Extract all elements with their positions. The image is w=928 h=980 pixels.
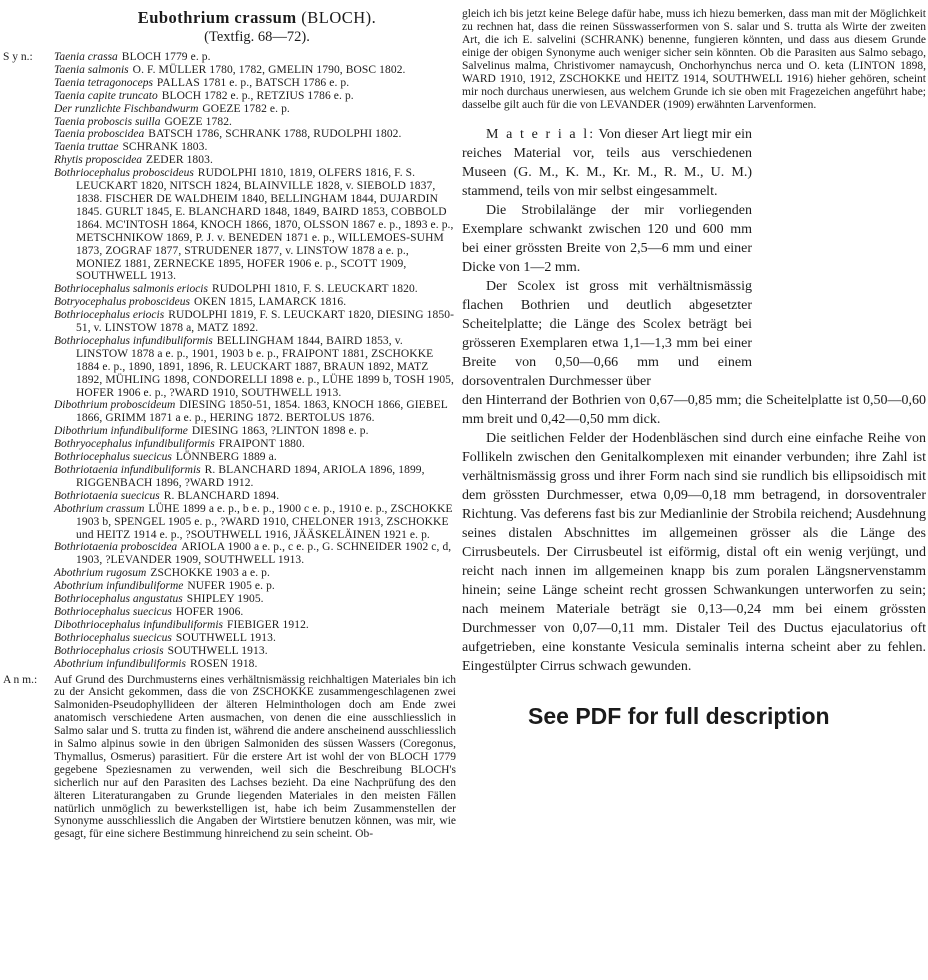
remark-label: A n m.:	[3, 673, 38, 686]
synonym-authority: RUDOLPHI 1819, F. S. LEUCKART 1820, DIESING 1850-51, v. LINSTOW 1878 a, MATZ 1892.	[76, 309, 454, 335]
synonym-entry	[54, 503, 456, 542]
synonym-entry	[54, 464, 456, 490]
genital-paragraph: Die seitlichen Felder der Hodenbläschen sind durch eine einfache Reihe von Follikeln zwischen den Genitalkomplexen mit einander verbunden; ihre Zahl ist verhältnismässig gross und ihrer Form nach sind sie rundlich bis ellipsoidisch mit dem grössten Durchmesser, etwa 0,09—0,18 mm betragend, in dorsoventraler Richtung. Vas deferens fast bis zur Medianlinie der Strobila reichend; Ausdehnung seines distalen Abschnittes im allgemeinen grösser als die Länge des Cirrusbeutels. Der Cirrusbeutel ist eiförmig, distal oft ein wenig verjüngt, und reicht nach innen im allgemeinen knapp bis zum poralen Längsnervenstamm hinein; seine Länge scheint recht grossen Schwankungen unterworfen zu sein; nach meinem Materiale beträgt sie 0,13—0,24 mm bei einem grössten Durchmesser von 0,07—0,11 mm. Distaler Teil des Ductus ejaculatorius oft aufgetrieben, eine konstante Vesicula seminalis interna scheint aber zu fehlen. Eingestülpter Cirrus schwach gewunden.	[462, 431, 926, 674]
synonym-species-name: Taenia truttae	[54, 141, 119, 154]
strobila-paragraph: Die Strobilalänge der mir vorliegenden Exemplare schwankt zwischen 120 und 600 mm bei einer grössten Breite von 2,5—6 mm und einer Dicke von 1—2 mm.	[462, 203, 752, 275]
synonymy-list	[54, 51, 458, 671]
synonym-entry	[54, 490, 456, 503]
synonym-species-name: Bothriocephalus suecicus	[54, 451, 172, 464]
right-column	[462, 0, 926, 730]
synonym-authority: PALLAS 1781 e. p., BATSCH 1786 e. p.	[156, 76, 350, 89]
synonym-authority: ROSEN 1918.	[189, 657, 258, 670]
synonym-species-name: Rhytis proposcidea	[54, 154, 143, 167]
synonym-species-name: Bothriocephalus salmonis eriocis	[54, 283, 208, 296]
synonym-entry	[54, 103, 456, 116]
synonym-authority: HOFER 1906.	[175, 605, 244, 618]
synonym-authority: FRAIPONT 1880.	[218, 438, 305, 451]
synonym-authority: SHIPLEY 1905.	[186, 593, 264, 606]
synonym-authority: FIEBIGER 1912.	[227, 618, 309, 631]
synonym-species-name: Bothriocephalus criosis	[54, 644, 164, 657]
synonym-species-name: Dibothriocephalus infundibuliformis	[54, 618, 223, 631]
synonym-species-name: Taenia proboscidea	[54, 128, 145, 141]
synonym-entry	[54, 309, 456, 335]
synonym-authority: GOEZE 1782 e. p.	[202, 102, 290, 115]
synonym-entry	[54, 51, 456, 64]
material-text: Von dieser Art liegt mir ein reiches Material vor, teils aus verschiedenen Museen (G. M., K. M., Kr. M., R. M., U. M.) stammend, teils von mir selbst eingesammelt.	[462, 127, 752, 199]
synonym-entry	[54, 283, 456, 296]
synonym-authority: R. BLANCHARD 1894, ARIOLA 1896, 1899, RIGGENBACH 1896, ?WARD 1912.	[76, 464, 425, 489]
synonym-species-name: Bothriocephalus suecicus	[54, 605, 172, 618]
synonym-authority: GOEZE 1782.	[164, 115, 233, 128]
synonym-species-name: Taenia salmonis	[54, 63, 129, 76]
synonym-authority: SCHRANK 1803.	[122, 141, 208, 154]
remark-section	[0, 674, 458, 842]
synonym-species-name: Bothriocephalus angustatus	[54, 593, 183, 606]
narrow-text-block	[462, 125, 752, 391]
synonym-entry	[54, 399, 456, 425]
synonym-entry	[54, 593, 456, 606]
species-name: Eubothrium crassum	[137, 8, 297, 27]
synonym-entry	[54, 567, 456, 580]
synonym-species-name: Botryocephalus proboscideus	[54, 296, 190, 309]
synonymy-section	[0, 51, 458, 671]
synonym-species-name: Bothriocephalus suecicus	[54, 631, 172, 644]
synonym-species-name: Abothrium crassum	[54, 502, 145, 515]
synonym-entry	[54, 425, 456, 438]
synonym-species-name: Taenia proboscis suilla	[54, 115, 161, 128]
synonym-authority: ARIOLA 1900 a e. p., c e. p., G. SCHNEIDER 1902 c, d, 1903, ?LEVANDER 1909, SOUTHWELL 1913.	[76, 541, 452, 567]
synonym-authority: LÖNNBERG 1889 a.	[175, 451, 277, 464]
synonym-species-name: Bothriocephalus eriocis	[54, 309, 165, 322]
continuation-paragraph: gleich ich bis jetzt keine Belege dafür habe, muss ich hiezu bemerken, dass man mit der Möglichkeit zu rechnen hat, dass die reinen Süsswasserformen von S. salar und S. trutta als Wirte der zweiten Art, die ich E. salvelini (SCHRANK) benenne, fungieren könnten, und dass aus diesem Grunde einige der obigen Synonyme auch weniger sicher sein könnten. Ob die Parasiten aus Salmo sebago, Salvelinus malma, Christivomer namaycush, Onchorhynchus nerca und O. keta (LINTON 1898, WARD 1910, 1912, ZSCHOKKE und HEITZ 1914, SOUTHWELL 1916) hieher gehören, scheint mir noch durchaus unerwiesen, aus welchem Grunde ich sie oben mit Fragezeichen angeführt habe; dasselbe gilt auch für die von LEVANDER (1909) erwähnten Larvenformen.	[462, 8, 926, 111]
synonym-entry	[54, 645, 456, 658]
synonym-entry	[54, 658, 456, 671]
synonym-authority: SOUTHWELL 1913.	[167, 644, 268, 657]
synonym-authority: ZSCHOKKE 1903 a e. p.	[150, 567, 270, 580]
synonym-authority: BELLINGHAM 1844, BAIRD 1853, v. LINSTOW 1878 a e. p., 1901, 1903 b e. p., FRAIPONT 1881, ZSCHOKKE 1884 e. p., 1890, 1891, 1896, R. LEUCKART 1887, BRAUN 1892, MATZ 1892, MÜHLING 1898, CONDORELLI 1898 e. p., LÜHE 1899 b, TOSH 1905, HOFER 1906 e. p., ?WARD 1910, SOUTHWELL 1913.	[76, 334, 454, 399]
synonym-entry	[54, 167, 456, 283]
synonym-entry	[54, 296, 456, 309]
synonym-authority: DIESING 1863, ?LINTON 1898 e. p.	[191, 425, 369, 438]
synonym-authority: LÜHE 1899 a e. p., b e. p., 1900 c e. p., 1910 e. p., ZSCHOKKE 1903 b, SPENGEL 1905 e. p., ?WARD 1910, CHELONER 1913, ZSCHOKKE und HEITZ 1914 e. p., ?SOUTHWELL 1916, JÄÄSKELÄINEN 1921 e. p.	[76, 502, 453, 541]
synonym-entry	[54, 154, 456, 167]
scolex-paragraph-narrow: Der Scolex ist gross mit verhältnismässig flachen Bothrien und deutlich abgesetzter Scheitelplatte; die Länge des Scolex beträgt bei grösseren Exemplaren etwa 1,1—1,3 mm bei einer Breite von 0,50—0,66 mm und einem dorsoventralen Durchmesser über	[462, 279, 752, 389]
synonym-species-name: Bothriotaenia infundibuliformis	[54, 464, 201, 476]
synonym-species-name: Dibothrium infundibuliforme	[54, 425, 188, 438]
scolex-paragraph-wide: den Hinterrand der Bothrien von 0,67—0,85 mm; die Scheitelplatte ist 0,50—0,60 mm breit und 0,42—0,50 mm dick.	[462, 393, 926, 427]
synonym-entry	[54, 77, 456, 90]
synonymy-label: S y n.:	[3, 51, 33, 63]
title-block	[56, 0, 458, 47]
synonym-entry	[54, 64, 456, 77]
synonym-authority: NUFER 1905 e. p.	[187, 580, 275, 593]
synonym-authority: BLOCH 1779 e. p.	[121, 51, 211, 63]
synonym-species-name: Taenia capite truncato	[54, 89, 158, 102]
synonym-entry	[54, 90, 456, 103]
synonym-entry	[54, 619, 456, 632]
synonym-species-name: Taenia tetragonoceps	[54, 76, 153, 89]
synonym-authority: BATSCH 1786, SCHRANK 1788, RUDOLPHI 1802.	[148, 128, 402, 141]
left-column	[0, 0, 458, 841]
synonym-entry	[54, 451, 456, 464]
synonym-authority: RUDOLPHI 1810, 1819, OLFERS 1816, F. S. LEUCKART 1820, NITSCH 1824, BLAINVILLE 1828, v. SIEBOLD 1837, 1838. FISCHER DE WALDHEIM 1840, BELLINGHAM 1844, DUJARDIN 1845. GURLT 1845, E. BLANCHARD 1848, 1849, BAIRD 1853, COBBOLD 1864. MC'INTOSH 1864, KNOCH 1866, 1870, OLSSON 1867 e. p., 1893 e. p., METSCHNIKOW 1869, P. J. v. BENEDEN 1871 e. p., WILLEMOES-SUHM 1873, ZOGRAF 1877, STRUDENER 1877, v. LINSTOW 1878 a e. p., MONIEZ 1881, ZERNECKE 1895, HOFER 1906 e. p., SCOTT 1909, SOUTHWELL 1913.	[76, 167, 454, 283]
species-authority: (BLOCH).	[301, 8, 377, 27]
synonym-entry	[54, 580, 456, 593]
species-title	[56, 8, 458, 28]
synonym-species-name: Bothriotaenia proboscidea	[54, 541, 178, 554]
synonym-entry	[54, 141, 456, 154]
see-pdf-note: See PDF for full description	[528, 703, 830, 729]
synonym-entry	[54, 541, 456, 567]
synonym-entry	[54, 438, 456, 451]
synonym-authority: OKEN 1815, LAMARCK 1816.	[193, 296, 347, 309]
synonym-species-name: Bothriocephalus infundibuliformis	[54, 334, 213, 347]
synonym-entry	[54, 128, 456, 141]
synonym-entry	[54, 606, 456, 619]
synonym-entry	[54, 116, 456, 129]
synonym-entry	[54, 335, 456, 400]
synonym-authority: BLOCH 1782 e. p., RETZIUS 1786 e. p.	[161, 89, 354, 102]
material-label: M a t e r i a l:	[486, 127, 596, 142]
synonym-species-name: Bothriotaenia suecicus	[54, 489, 160, 502]
synonym-authority: ZEDER 1803.	[146, 154, 213, 167]
synonym-species-name: Abothrium rugosum	[54, 567, 147, 580]
synonym-species-name: Taenia crassa	[54, 51, 118, 63]
textfig-reference: (Textfig. 68—72).	[204, 29, 310, 45]
synonym-species-name: Bothryocephalus infundibuliformis	[54, 438, 215, 451]
synonym-species-name: Abothrium infundibuliforme	[54, 580, 184, 593]
synonym-species-name: Abothrium infundibuliformis	[54, 657, 186, 670]
synonym-entry	[54, 632, 456, 645]
synonym-species-name: Bothriocephalus proboscideus	[54, 167, 194, 180]
synonym-authority: RUDOLPHI 1810, F. S. LEUCKART 1820.	[211, 283, 418, 296]
synonym-species-name: Der runzlichte Fischbandwurm	[54, 102, 199, 115]
synonym-species-name: Dibothrium proboscideum	[54, 399, 176, 412]
synonym-authority: SOUTHWELL 1913.	[175, 631, 276, 644]
material-paragraph	[462, 125, 752, 201]
synonym-authority: R. BLANCHARD 1894.	[163, 489, 280, 502]
remark-text: Auf Grund des Durchmusterns eines verhältnismässig reichhaltigen Materiales bin ich zu der Ansicht gekommen, dass die von ZSCHOKKE zusammengeschlagenen zwei Salmoniden-Pseudophyllideen der älteren Helminthologen doch am Ende zwei anatomisch verschiedene Arten ausmachen, von denen die eine ausschliesslich in Salmo salar und S. trutta zu finden ist, während die andere anscheinend ausschliesslich in Salmo alpinus sowie in den übrigen Salmoniden des süssen Wassers (Coregonus, Thymallus, Osmerus) parasitiert. Für die erstere Art ist wohl der von BLOCH 1779 gegebene Speziesnamen zu verwenden, weil sich die Beschreibung BLOCH's sicherlich nur auf den Parasiten des Lachses bezieht. Da eine Nachprüfung des den älteren Literaturangaben zu Grunde liegenden Materiales in den meisten Fällen natürlich unmöglich zu bewerkstelligen ist, habe ich beim Zusammenstellen der Synonyme ausschliesslich die Angaben der Wirtstiere benutzen können, was mir, wie gesagt, für eine sichere Bestimmung hinreichend zu sein scheint. Ob-	[54, 673, 456, 841]
synonym-authority: O. F. MÜLLER 1780, 1782, GMELIN 1790, BOSC 1802.	[132, 63, 406, 76]
synonym-authority: DIESING 1850-51, 1854. 1863, KNOCH 1866, GIEBEL 1866, GRIMM 1871 a e. p., HERING 1872. BERTOLUS 1876.	[76, 399, 448, 425]
